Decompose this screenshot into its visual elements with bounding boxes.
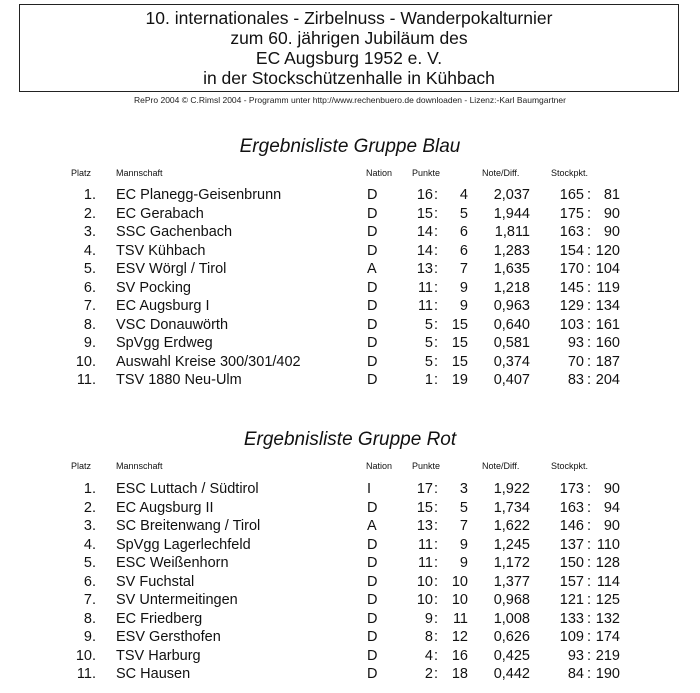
team-cell: EC Gerabach [116, 205, 204, 222]
team-cell: EC Augsburg I [116, 298, 210, 314]
points-separator: : [434, 298, 439, 314]
nation-cell: D [367, 499, 378, 516]
table-row [0, 647, 700, 665]
points-separator: : [434, 224, 439, 240]
points-separator: : [434, 647, 439, 664]
stock-against-cell: 132 [595, 610, 620, 627]
table-row [0, 536, 700, 554]
points-separator: : [434, 481, 439, 497]
nation-cell: A [367, 261, 377, 277]
note-cell: 1,245 [493, 536, 530, 553]
stock-for-cell: 93 [567, 335, 584, 351]
team-cell: TSV Harburg [116, 647, 201, 664]
points-separator: : [434, 666, 439, 682]
points-won-cell: 17 [416, 481, 433, 497]
stock-for-cell: 145 [559, 279, 584, 296]
note-cell: 0,640 [493, 316, 530, 333]
stock-separator: : [587, 555, 592, 571]
table-row [0, 279, 700, 297]
place-cell: 11. [76, 372, 96, 388]
stock-separator: : [587, 372, 592, 388]
stock-for-cell: 175 [559, 205, 584, 222]
col-note: Note/Diff. [482, 168, 520, 178]
table-row [0, 316, 700, 334]
stock-against-cell: 219 [595, 647, 620, 664]
group-title-rot: Ergebnisliste Gruppe Rot [243, 429, 457, 450]
col-stock: Stockpkt. [551, 168, 589, 178]
points-separator: : [434, 205, 439, 222]
points-lost-cell: 15 [451, 316, 468, 333]
points-won-cell: 11 [417, 298, 433, 314]
points-separator: : [434, 279, 439, 296]
stock-separator: : [587, 573, 592, 590]
team-cell: SpVgg Lagerlechfeld [116, 536, 251, 553]
nation-cell: D [367, 224, 378, 240]
points-won-cell: 5 [424, 353, 433, 370]
stock-against-cell: 187 [595, 353, 620, 370]
table-row [0, 223, 700, 241]
stock-separator: : [587, 298, 592, 314]
nation-cell: D [367, 372, 378, 388]
points-separator: : [434, 353, 439, 370]
points-separator: : [434, 536, 439, 553]
stock-against-cell: 128 [595, 555, 620, 571]
col-stock: Stockpkt. [551, 461, 589, 471]
points-won-cell: 1 [424, 372, 433, 388]
points-lost-cell: 15 [451, 353, 468, 370]
team-cell: SC Breitenwang / Tirol [116, 518, 261, 534]
nation-cell: D [367, 335, 378, 351]
place-cell: 8. [83, 610, 96, 627]
place-cell: 1. [83, 187, 96, 203]
nation-cell: D [367, 316, 378, 333]
team-cell: ESC Weißenhorn [116, 555, 229, 571]
points-separator: : [434, 610, 439, 627]
stock-for-cell: 163 [559, 499, 584, 516]
stock-against-cell: 114 [596, 573, 620, 590]
team-cell: SC Hausen [116, 666, 191, 682]
table-row [0, 554, 700, 572]
stock-against-cell: 94 [603, 499, 620, 516]
note-cell: 1,283 [493, 242, 530, 259]
nation-cell: D [367, 592, 378, 608]
table-row [0, 480, 700, 498]
table-row [0, 517, 700, 535]
points-won-cell: 4 [424, 647, 433, 664]
points-won-cell: 13 [416, 261, 433, 277]
stock-for-cell: 146 [559, 518, 584, 534]
place-cell: 9. [83, 335, 96, 351]
note-cell: 1,008 [493, 610, 530, 627]
team-cell: SpVgg Erdweg [116, 335, 213, 351]
stock-for-cell: 163 [559, 224, 584, 240]
table-row [0, 205, 700, 223]
table-row [0, 591, 700, 609]
header-line-1: 10. internationales - Zirbelnuss - Wanderpokalturnier [145, 8, 553, 28]
note-cell: 1,922 [493, 481, 530, 497]
points-won-cell: 10 [416, 573, 433, 590]
table-row [0, 610, 700, 628]
points-won-cell: 10 [416, 592, 433, 608]
points-lost-cell: 6 [459, 224, 468, 240]
points-lost-cell: 5 [459, 499, 468, 516]
team-cell: VSC Donauwörth [116, 316, 229, 333]
stock-against-cell: 125 [595, 592, 620, 608]
nation-cell: D [367, 573, 378, 590]
stock-separator: : [587, 481, 592, 497]
stock-for-cell: 157 [559, 573, 584, 590]
points-separator: : [434, 187, 439, 203]
nation-cell: D [367, 187, 378, 203]
stock-for-cell: 154 [559, 242, 584, 259]
note-cell: 1,218 [493, 279, 530, 296]
stock-against-cell: 190 [595, 666, 620, 682]
stock-separator: : [587, 536, 592, 553]
stock-for-cell: 170 [559, 261, 584, 277]
stock-for-cell: 133 [559, 610, 584, 627]
col-place: Platz [71, 168, 92, 178]
col-points: Punkte [412, 168, 441, 178]
nation-cell: D [367, 298, 378, 314]
points-won-cell: 11 [417, 536, 433, 553]
points-lost-cell: 9 [459, 279, 468, 296]
points-lost-cell: 7 [459, 518, 468, 534]
points-won-cell: 8 [424, 629, 433, 645]
team-cell: EC Augsburg II [116, 499, 214, 516]
stock-separator: : [587, 629, 592, 645]
team-cell: EC Planegg-Geisenbrunn [116, 187, 282, 203]
points-lost-cell: 9 [459, 298, 468, 314]
note-cell: 0,963 [493, 298, 530, 314]
table-row [0, 242, 700, 260]
note-cell: 0,425 [493, 647, 530, 664]
note-cell: 1,377 [493, 573, 530, 590]
place-cell: 3. [83, 224, 96, 240]
points-separator: : [434, 555, 439, 571]
col-place: Platz [71, 461, 92, 471]
team-cell: ESV Wörgl / Tirol [116, 261, 227, 277]
note-cell: 0,442 [493, 666, 530, 682]
place-cell: 6. [83, 279, 96, 296]
team-cell: TSV Kühbach [116, 242, 206, 259]
note-cell: 0,626 [493, 629, 530, 645]
team-cell: ESV Gersthofen [116, 629, 221, 645]
place-cell: 10. [75, 647, 96, 664]
team-cell: ESC Luttach / Südtirol [116, 481, 259, 497]
nation-cell: D [367, 555, 378, 571]
stock-separator: : [587, 499, 592, 516]
points-won-cell: 14 [416, 224, 433, 240]
stock-for-cell: 165 [559, 187, 584, 203]
nation-cell: D [367, 610, 378, 627]
stock-against-cell: 90 [603, 518, 620, 534]
header-line-3: EC Augsburg 1952 e. V. [255, 48, 443, 68]
stock-separator: : [587, 187, 592, 203]
stock-against-cell: 134 [595, 298, 620, 314]
stock-for-cell: 137 [559, 536, 584, 553]
points-separator: : [434, 499, 439, 516]
points-separator: : [434, 372, 439, 388]
stock-for-cell: 121 [559, 592, 584, 608]
nation-cell: I [367, 481, 372, 497]
table-row [0, 573, 700, 591]
team-cell: TSV 1880 Neu-Ulm [116, 372, 242, 388]
points-won-cell: 13 [416, 518, 433, 534]
group-title-blau: Ergebnisliste Gruppe Blau [239, 136, 461, 157]
stock-for-cell: 103 [559, 316, 584, 333]
note-cell: 1,944 [493, 205, 530, 222]
points-separator: : [434, 316, 439, 333]
note-cell: 0,374 [493, 353, 530, 370]
stock-for-cell: 129 [559, 298, 584, 314]
col-nation: Nation [366, 461, 393, 471]
stock-against-cell: 90 [603, 205, 620, 222]
points-won-cell: 16 [416, 187, 433, 203]
nation-cell: D [367, 279, 378, 296]
points-lost-cell: 9 [459, 555, 468, 571]
place-cell: 6. [83, 573, 96, 590]
stock-separator: : [587, 224, 592, 240]
note-cell: 1,635 [493, 261, 530, 277]
stock-separator: : [587, 592, 592, 608]
col-team: Mannschaft [116, 168, 163, 178]
points-lost-cell: 6 [459, 242, 468, 259]
note-cell: 0,968 [493, 592, 530, 608]
note-cell: 1,172 [493, 555, 530, 571]
team-cell: Auswahl Kreise 300/301/402 [116, 353, 301, 370]
points-won-cell: 14 [416, 242, 433, 259]
place-cell: 5. [83, 261, 96, 277]
stock-separator: : [587, 205, 592, 222]
points-separator: : [434, 261, 439, 277]
stock-for-cell: 173 [559, 481, 584, 497]
stock-against-cell: 204 [595, 372, 620, 388]
stock-separator: : [587, 261, 592, 277]
table-row [0, 371, 700, 389]
stock-against-cell: 174 [595, 629, 620, 645]
stock-for-cell: 70 [567, 353, 584, 370]
place-cell: 3. [83, 518, 96, 534]
note-cell: 2,037 [493, 187, 530, 203]
points-separator: : [434, 335, 439, 351]
note-cell: 1,622 [493, 518, 530, 534]
stock-separator: : [587, 353, 592, 370]
points-lost-cell: 9 [459, 536, 468, 553]
points-lost-cell: 3 [459, 481, 468, 497]
points-lost-cell: 15 [451, 335, 468, 351]
stock-against-cell: 104 [595, 261, 620, 277]
note-cell: 1,734 [493, 499, 530, 516]
table-row [0, 297, 700, 315]
points-separator: : [434, 518, 439, 534]
points-lost-cell: 10 [451, 592, 468, 608]
stock-for-cell: 109 [559, 629, 584, 645]
stock-separator: : [587, 666, 592, 682]
stock-separator: : [587, 610, 592, 627]
stock-separator: : [587, 335, 592, 351]
points-lost-cell: 11 [452, 610, 468, 627]
stock-for-cell: 150 [559, 555, 584, 571]
nation-cell: D [367, 629, 378, 645]
place-cell: 1. [83, 481, 96, 497]
team-cell: SSC Gachenbach [116, 224, 233, 240]
points-separator: : [434, 592, 439, 608]
points-separator: : [434, 573, 439, 590]
place-cell: 7. [83, 298, 96, 314]
stock-separator: : [587, 242, 592, 259]
stock-for-cell: 84 [567, 666, 584, 682]
table-row [0, 353, 700, 371]
table-row [0, 665, 700, 683]
header-line-2: zum 60. jährigen Jubiläum des [230, 28, 468, 48]
team-cell: EC Friedberg [116, 610, 203, 627]
team-cell: SV Untermeitingen [116, 592, 238, 608]
points-won-cell: 2 [424, 666, 433, 682]
points-lost-cell: 18 [451, 666, 468, 682]
stock-against-cell: 90 [603, 481, 620, 497]
nation-cell: A [367, 518, 377, 534]
place-cell: 7. [83, 592, 96, 608]
place-cell: 4. [83, 536, 96, 553]
table-row [0, 499, 700, 517]
note-cell: 0,407 [493, 372, 530, 388]
stock-separator: : [587, 316, 592, 333]
nation-cell: D [367, 647, 378, 664]
nation-cell: D [367, 536, 378, 553]
team-cell: SV Pocking [116, 279, 191, 296]
points-won-cell: 15 [416, 205, 433, 222]
nation-cell: D [367, 205, 378, 222]
stock-against-cell: 161 [595, 316, 620, 333]
table-row [0, 186, 700, 204]
stock-separator: : [587, 647, 592, 664]
stock-against-cell: 90 [603, 224, 620, 240]
col-nation: Nation [366, 168, 393, 178]
place-cell: 2. [83, 499, 96, 516]
team-cell: SV Fuchstal [116, 573, 195, 590]
points-won-cell: 9 [424, 610, 433, 627]
place-cell: 11. [76, 666, 96, 682]
stock-for-cell: 93 [567, 647, 584, 664]
tournament-header [19, 4, 679, 92]
points-won-cell: 5 [424, 335, 433, 351]
place-cell: 4. [83, 242, 96, 259]
stock-separator: : [587, 279, 592, 296]
table-row [0, 334, 700, 352]
place-cell: 2. [83, 205, 96, 222]
points-lost-cell: 5 [459, 205, 468, 222]
points-won-cell: 11 [417, 279, 433, 296]
nation-cell: D [367, 242, 378, 259]
points-separator: : [434, 629, 439, 645]
place-cell: 5. [83, 555, 96, 571]
place-cell: 9. [83, 629, 96, 645]
points-lost-cell: 19 [451, 372, 468, 388]
col-team: Mannschaft [116, 461, 163, 471]
note-cell: 0,581 [493, 335, 530, 351]
stock-separator: : [587, 518, 592, 534]
points-lost-cell: 16 [451, 647, 468, 664]
stock-for-cell: 83 [567, 372, 584, 388]
col-note: Note/Diff. [482, 461, 520, 471]
stock-against-cell: 81 [603, 187, 620, 203]
points-won-cell: 15 [416, 499, 433, 516]
header-line-4: in der Stockschützenhalle in Kühbach [203, 68, 495, 88]
col-points: Punkte [412, 461, 441, 471]
place-cell: 10. [75, 353, 96, 370]
points-lost-cell: 10 [451, 573, 468, 590]
stock-against-cell: 160 [595, 335, 620, 351]
points-separator: : [434, 242, 439, 259]
table-row [0, 260, 700, 278]
note-cell: 1,811 [494, 224, 530, 240]
table-row [0, 628, 700, 646]
stock-against-cell: 119 [596, 279, 620, 296]
points-lost-cell: 12 [451, 629, 468, 645]
points-won-cell: 11 [417, 555, 433, 571]
nation-cell: D [367, 666, 378, 682]
points-won-cell: 5 [424, 316, 433, 333]
points-lost-cell: 4 [459, 187, 468, 203]
software-credits: RePro 2004 © C.Rimsl 2004 - Programm unter http://www.rechenbuero.de downloaden - Lizenz:-Karl Baumgartner [134, 95, 566, 105]
nation-cell: D [367, 353, 378, 370]
points-lost-cell: 7 [459, 261, 468, 277]
stock-against-cell: 120 [595, 242, 620, 259]
stock-against-cell: 110 [596, 536, 620, 553]
place-cell: 8. [83, 316, 96, 333]
